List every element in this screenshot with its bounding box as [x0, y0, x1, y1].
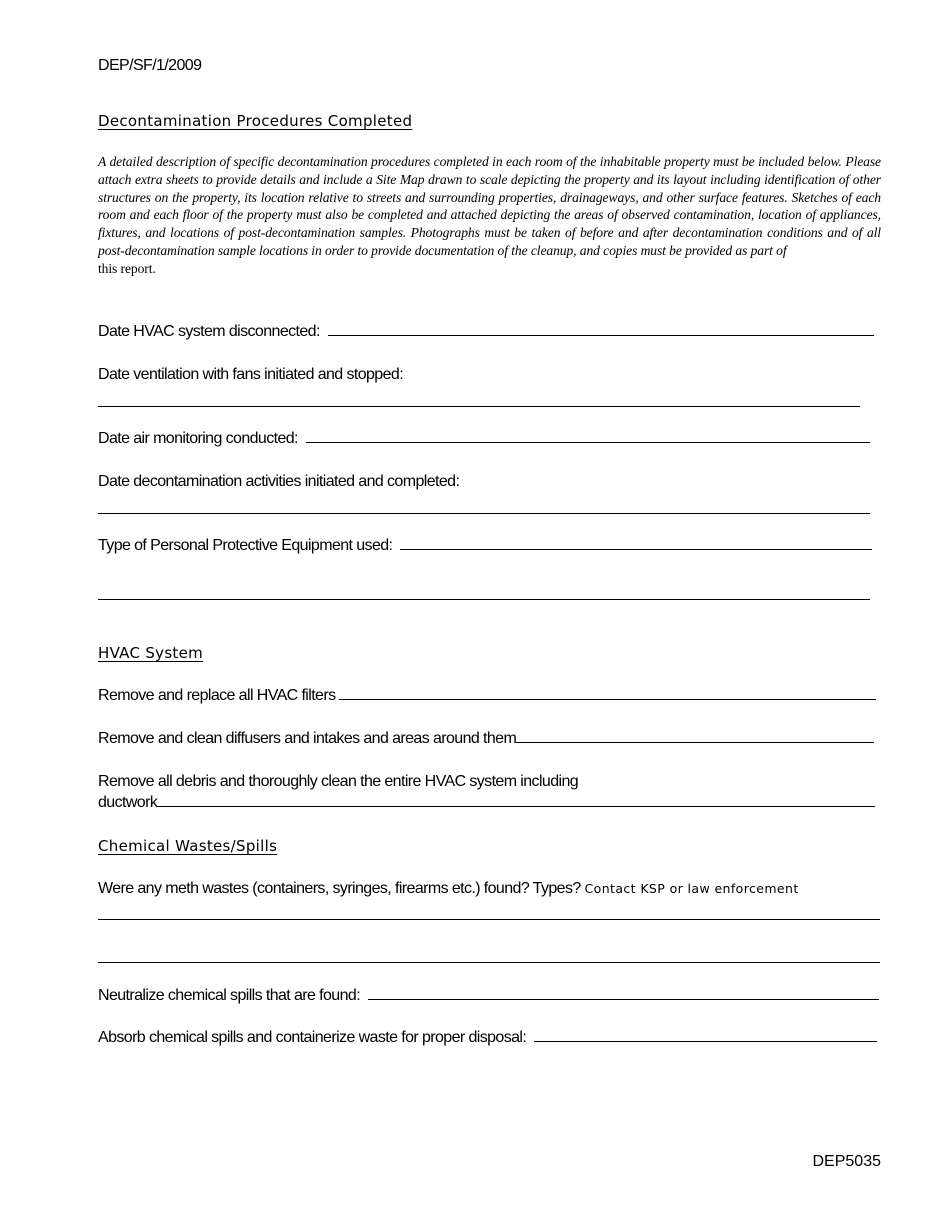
decontamination-heading: Decontamination Procedures Completed: [98, 112, 413, 130]
instructions-paragraph: [98, 153, 881, 278]
hvac-heading: HVAC System: [98, 644, 204, 662]
decon-activities-label: Date decontamination activities initiated and completed:: [98, 473, 460, 490]
debris-field: [98, 793, 875, 813]
hvac-filters-field: [98, 686, 876, 706]
ppe-field: [98, 536, 872, 556]
meth-note: Contact KSP or law enforcement: [584, 881, 799, 896]
neutralize-field: [98, 986, 879, 1006]
hvac-disconnected-input-line[interactable]: [328, 334, 874, 336]
hvac-disconnected-field: [98, 322, 874, 342]
hvac-filters-input-line[interactable]: [339, 698, 876, 700]
debris-label-line2: ductwork: [98, 794, 158, 811]
absorb-field: [98, 1028, 877, 1048]
debris-label-line1: Remove all debris and thoroughly clean the entire HVAC system including: [98, 773, 579, 790]
neutralize-input-line[interactable]: [368, 998, 879, 1000]
absorb-input-line[interactable]: [534, 1040, 877, 1042]
meth-input-line[interactable]: [98, 919, 880, 920]
debris-input-line[interactable]: [157, 805, 875, 807]
meth-question-label: Were any meth wastes (containers, syringes, firearms etc.) found? Types?: [98, 880, 581, 897]
hvac-filters-label: Remove and replace all HVAC filters: [98, 687, 336, 704]
meth-input-line-2[interactable]: [98, 962, 880, 963]
absorb-label: Absorb chemical spills and containerize waste for proper disposal:: [98, 1029, 527, 1046]
ppe-input-line[interactable]: [400, 548, 872, 550]
air-monitoring-input-line[interactable]: [306, 441, 870, 443]
meth-question-row: [98, 879, 799, 899]
instructions-text-end: this report.: [98, 260, 156, 276]
air-monitoring-field: [98, 429, 870, 449]
ppe-input-line-2[interactable]: [98, 599, 870, 600]
ventilation-input-line[interactable]: [98, 406, 860, 407]
decon-activities-input-line[interactable]: [98, 513, 870, 514]
chemical-heading: Chemical Wastes/Spills: [98, 837, 278, 855]
instructions-text: A detailed description of specific decontamination procedures completed in each room of the inhabitable property must be included below. Please attach extra sheets to provide details and include a Site Map drawn to scale depicting the property and its layout including identification of other structures on the property, its location relative to streets and surrounding properties, drainageways, and other surface features. Sketches of each room and each floor of the property must also be completed and attached depicting the areas of observed contamination, location of appliances, fixtures, and locations of post-decontamination samples. Photographs must be taken of before and after decontamination conditions and of all post-decontamination sample locations in order to provide documentation of the cleanup, and copies must be provided as part of: [98, 154, 881, 258]
ventilation-label: Date ventilation with fans initiated and stopped:: [98, 366, 404, 383]
diffusers-field: [98, 729, 874, 749]
neutralize-label: Neutralize chemical spills that are found:: [98, 987, 361, 1004]
diffusers-label: Remove and clean diffusers and intakes and areas around them: [98, 730, 517, 747]
form-number: DEP5035: [812, 1153, 881, 1170]
air-monitoring-label: Date air monitoring conducted:: [98, 430, 298, 447]
form-code: DEP/SF/1/2009: [98, 57, 202, 74]
hvac-disconnected-label: Date HVAC system disconnected:: [98, 323, 320, 340]
ppe-label: Type of Personal Protective Equipment used:: [98, 537, 393, 554]
diffusers-input-line[interactable]: [516, 741, 874, 743]
